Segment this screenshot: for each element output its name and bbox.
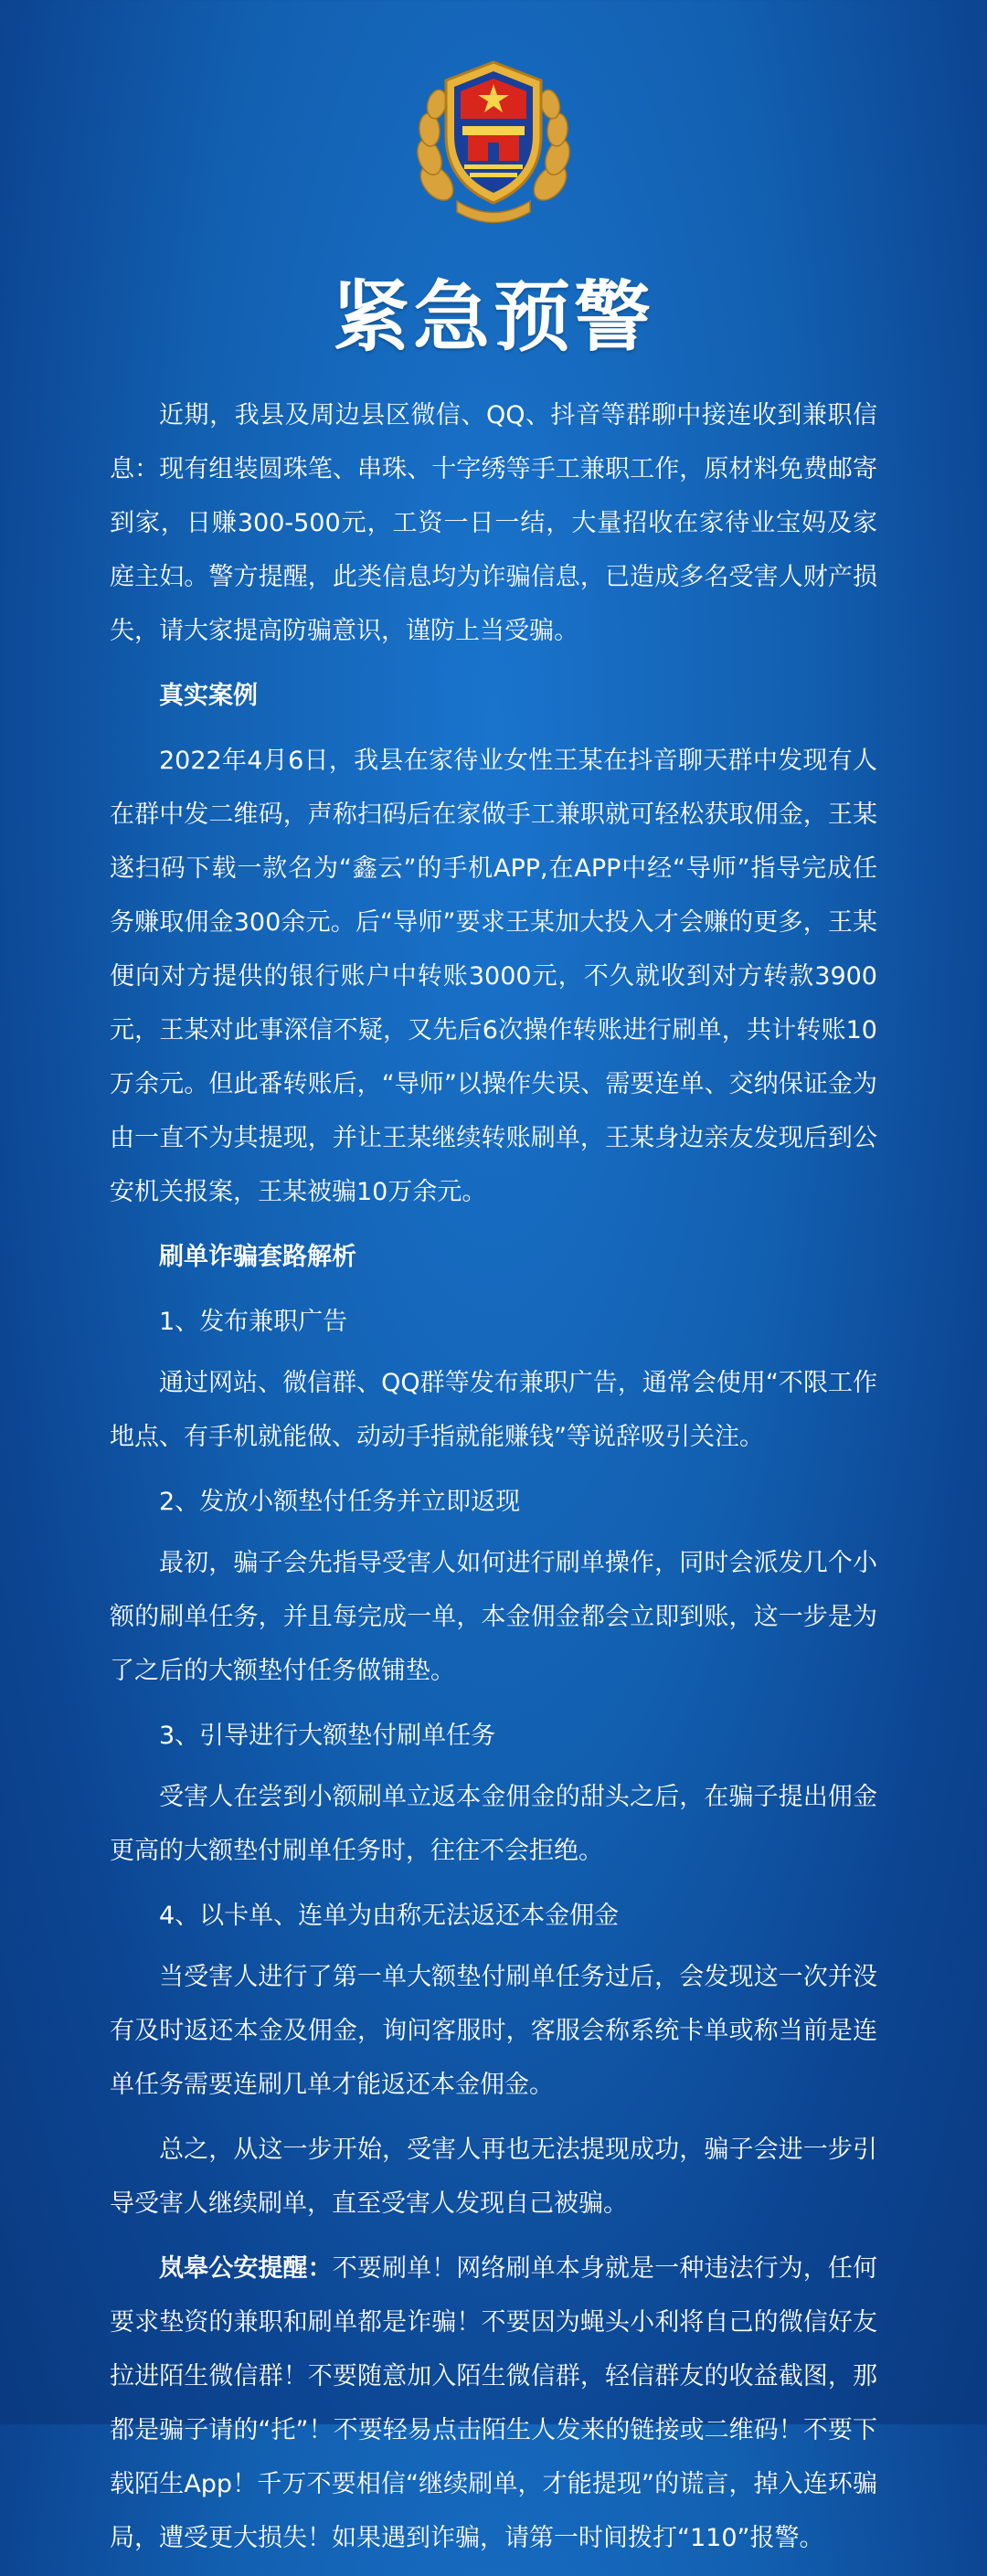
analysis-item-text: 最初，骗子会先指导受害人如何进行刷单操作，同时会派发几个小额的刷单任务，并且每完成一单，本金佣金都会立即到账，这一步是为了之后的大额垫付任务做铺垫。 bbox=[110, 1549, 877, 1685]
case-heading: 真实案例 bbox=[159, 682, 258, 710]
reminder-label: 岚皋公安提醒： bbox=[159, 2254, 333, 2283]
analysis-heading: 刷单诈骗套路解析 bbox=[159, 1243, 356, 1271]
case-paragraph: 2022年4月6日，我县在家待业女性王某在抖音聊天群中发现有人在群中发二维码，声称扫码后在家做手工兼职就可轻松获取佣金，王某遂扫码下载一款名为“鑫云”的手机APP,在APP中经“导师”指导完成任务赚取佣金300余元。后“导师”要求王某加大投入才会赚的更多，王某便向对方提供的银行账户中转账3000元，不久就收到对方转款3900元，王某对此事深信不疑，又先后6次操作转账进行刷单，共计转账10万余元。但此番转账后，“导师”以操作失误、需要连单、交纳保证金为由一直不为其提现，并让王某继续转账刷单，王某身边亲友发现后到公安机关报案，王某被骗10万余元。 bbox=[110, 747, 877, 1206]
analysis-item-title: 3、引导进行大额垫付刷单任务 bbox=[159, 1722, 496, 1750]
analysis-item-title: 4、以卡单、连单为由称无法返还本金佣金 bbox=[159, 1902, 620, 1930]
analysis-item-text: 当受害人进行了第一单大额垫付刷单任务过后，会发现这一次并没有及时返还本金及佣金，询问客服时，客服会称系统卡单或称当前是连单任务需要连刷几单才能返还本金佣金。 bbox=[110, 1963, 877, 2099]
analysis-item-text: 通过网站、微信群、QQ群等发布兼职广告，通常会使用“不限工作地点、有手机就能做、动动手指就能赚钱”等说辞吸引关注。 bbox=[110, 1369, 877, 1451]
summary-paragraph: 总之，从这一步开始，受害人再也无法提现成功，骗子会进一步引导受害人继续刷单，直至受害人发现自己被骗。 bbox=[110, 2136, 877, 2218]
police-emblem-icon bbox=[402, 46, 585, 228]
analysis-item-title: 2、发放小额垫付任务并立即返现 bbox=[159, 1488, 521, 1516]
reminder-text: 不要刷单！网络刷单本身就是一种违法行为，任何要求垫资的兼职和刷单都是诈骗！不要因为蝇头小利将自己的微信好友拉进陌生微信群！不要随意加入陌生微信群，轻信群友的收益截图，那都是骗子请的“托”！不要轻易点击陌生人发来的链接或二维码！不要下载陌生App！千万不要相信“继续刷单，才能提现”的谎言，掉入连环骗局，遭受更大损失！如果遇到诈骗，请第一时间拨打“110”报警。 bbox=[110, 2254, 877, 2552]
page-title: 紧急预警 bbox=[332, 272, 654, 362]
intro-paragraph: 近期，我县及周边县区微信、QQ、抖音等群聊中接连收到兼职信息：现有组装圆珠笔、串珠、十字绣等手工兼职工作，原材料免费邮寄到家，日赚300-500元，工资一日一结，大量招收在家待业宝妈及家庭主妇。警方提醒，此类信息均为诈骗信息，已造成多名受害人财产损失，请大家提高防骗意识，谨防上当受骗。 bbox=[110, 401, 877, 645]
police-reminder bbox=[110, 2242, 877, 2565]
article-body bbox=[110, 388, 877, 2576]
analysis-item-text: 受害人在尝到小额刷单立返本金佣金的甜头之后，在骗子提出佣金更高的大额垫付刷单任务时，往往不会拒绝。 bbox=[110, 1783, 877, 1865]
analysis-item-title: 1、发布兼职广告 bbox=[159, 1308, 348, 1336]
